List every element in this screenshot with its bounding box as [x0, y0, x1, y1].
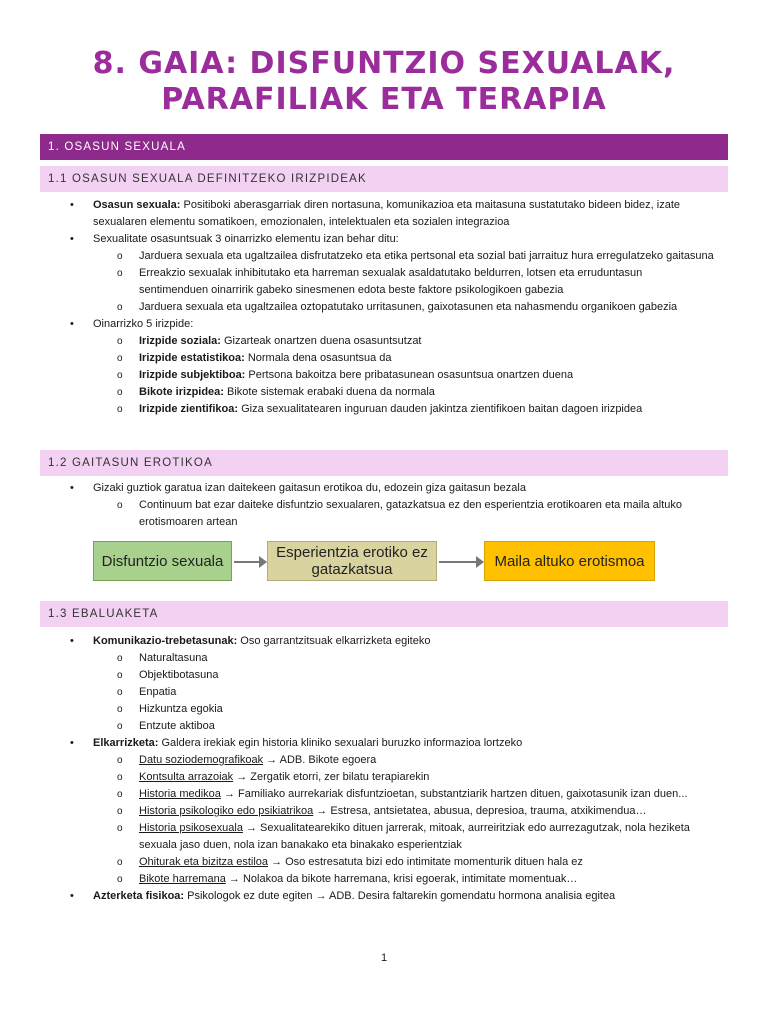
sub-list-item: o Continuum bat ezar daiteke disfuntzio sexualaren, gatazkatsua ez den esperientzia erotikoaren eta maila altuko erotismoaren artean — [0, 497, 768, 531]
arrow-right-icon — [234, 561, 265, 563]
subsection-heading-1-1: 1.1 OSASUN SEXUALA DEFINITZEKO IRIZPIDEAK — [40, 166, 728, 192]
sub-list-item: o Hizkuntza egokia — [0, 701, 768, 718]
sub-list-item: o Naturaltasuna — [0, 650, 768, 667]
sub-list-item: o Ohiturak eta bizitza estiloa → Oso estresatuta bizi edo intimitate momenturik dituen hala ez — [0, 854, 768, 871]
sub-list-item: o Entzute aktiboa — [0, 718, 768, 735]
subsection-heading-1-3: 1.3 EBALUAKETA — [40, 601, 728, 627]
sub-list-item: o Datu soziodemografikoak → ADB. Bikote egoera — [0, 752, 768, 769]
page-title — [0, 46, 768, 118]
list-item: • Elkarrizketa: Galdera irekiak egin historia kliniko sexualari buruzko informazioa lortzeko — [0, 735, 768, 752]
sub-list-item: o Enpatia — [0, 684, 768, 701]
term-label: Osasun sexuala: — [93, 199, 181, 211]
section-heading-osasun-sexuala: 1. OSASUN SEXUALA — [40, 134, 728, 160]
page-number: 1 — [380, 952, 388, 964]
list-item: • Komunikazio-trebetasunak: Oso garrantzitsuak elkarrizketa egiteko — [0, 633, 768, 650]
sub-list-item: o Historia psikologiko edo psikiatrikoa → Estresa, antsietatea, abusua, depresioa, trauma, atxikimendua… — [0, 803, 768, 820]
list-item — [0, 231, 768, 248]
list-text: Sexualitate osasuntsuak 3 oinarrizko elementu izan behar ditu: — [93, 233, 399, 245]
sub-list-item: o Irizpide zientifikoa: Giza sexualitatearen inguruan dauden jakintza zientifikoen baitan dagoen irizpidea — [0, 401, 768, 418]
sub-list-item: o Historia medikoa → Familiako aurrekariak disfuntzioetan, substantziarik hartzen dituen, gaixotasunik izan duen... — [0, 786, 768, 803]
list-item: • Azterketa fisikoa: Psikologok ez dute egiten → ADB. Desira faltarekin gomendatu hormona analisia egitea — [0, 888, 768, 905]
sub-list-item: o Irizpide estatistikoa: Normala dena osasuntsua da — [0, 350, 768, 367]
title-line-1: 8. GAIA: DISFUNTZIO SEXUALAK, — [92, 46, 676, 81]
subsection-heading-1-2: 1.2 GAITASUN EROTIKOA — [40, 450, 728, 476]
arrow-right-icon — [439, 561, 482, 563]
subsection-1-1-content — [0, 197, 768, 418]
term-text: Positiboki aberasgarriak diren nortasuna, komunikazioa eta maitasuna sustatutako bideen bidez, izate sexualaren elementu somatikoen, emozionalen, intelektualen eta sozialen integrazioa — [93, 199, 681, 228]
sub-list-item: o Jarduera sexuala eta ugaltzailea oztopatutako urritasunen, gaixotasunen eta nahasmendu organikoen gabezia — [0, 299, 768, 316]
sub-list-item: o Irizpide subjektiboa: Pertsona bakoitza bere pribatasunean osasuntsua onartzen duena — [0, 367, 768, 384]
list-item — [0, 316, 768, 333]
list-text: Gizaki guztiok garatua izan daitekeen gaitasun erotikoa du, edozein giza gaitasun bezala — [93, 482, 526, 494]
flow-box-maila-altuko-erotismoa: Maila altuko erotismoa — [484, 541, 655, 581]
subsection-1-2-content — [0, 480, 768, 531]
list-item — [0, 197, 768, 231]
sub-list-item: o Historia psikosexuala → Sexualitatearekiko dituen jarrerak, mitoak, aurreiritziak edo aurrezagutzak, nola heziketa sexuala jaso duen, nola izan banakako eta binakako esperientziak — [0, 820, 768, 854]
sub-list-item: o Bikote harremana → Nolakoa da bikote harremana, krisi egoerak, intimitate momentuak… — [0, 871, 768, 888]
sub-list-item: o Objektibotasuna — [0, 667, 768, 684]
sub-list-item: o Bikote irizpidea: Bikote sistemak erabaki duena da normala — [0, 384, 768, 401]
sub-list-item: o Kontsulta arrazoiak → Zergatik etorri, zer bilatu terapiarekin — [0, 769, 768, 786]
sub-list-item: o Jarduera sexuala eta ugaltzailea disfrutatzeko eta etika pertsonal eta sozial bati jarraituz hura erregulatzeko gaitasuna — [0, 248, 768, 265]
flow-box-disfuntzio-sexuala: Disfuntzio sexuala — [93, 541, 232, 581]
flow-box-esperientzia-erotikoa: Esperientzia erotiko ez gatazkatsua — [267, 541, 437, 581]
sub-list-item: o Erreakzio sexualak inhibitutako eta harreman sexualak asaldatutako beldurren, lotsen eta erruduntasun sentimenduen oinarririk gabeko sinesmenen edota beste faktore psikologikoen gabezia — [0, 265, 768, 299]
list-text: Oinarrizko 5 irizpide: — [93, 318, 194, 330]
continuum-flow-diagram — [93, 541, 655, 583]
list-item — [0, 480, 768, 497]
sub-list-item: o Irizpide soziala: Gizarteak onartzen duena osasuntsutzat — [0, 333, 768, 350]
title-line-2: PARAFILIAK ETA TERAPIA — [161, 82, 607, 117]
subsection-1-3-content — [0, 633, 768, 905]
